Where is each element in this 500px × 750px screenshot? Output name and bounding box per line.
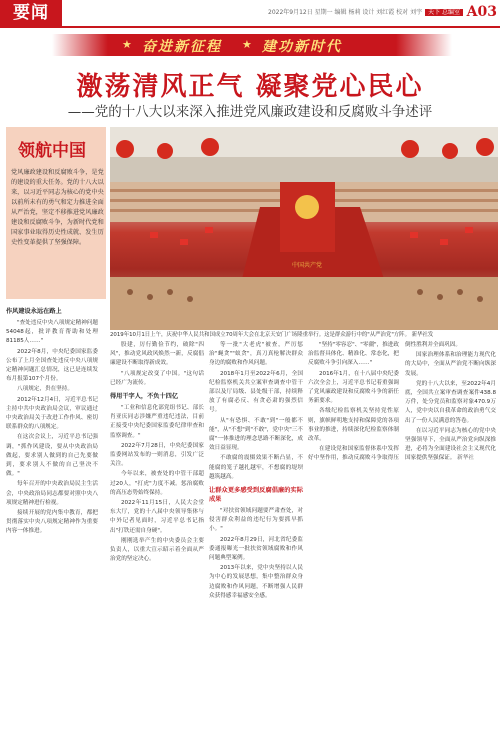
subheadline: ——党的十八大以来深入推进党风廉政建设和反腐败斗争述评 (67, 104, 433, 120)
star-icon: ★ (122, 38, 132, 51)
body-paragraph: "工业和信息化部党组书记、部长肖亚庆同志涉嫌严重违纪违法，目前正接受中央纪委国家监委纪律审查和监察调查。" (110, 405, 204, 439)
body-paragraph: 2016年1月，在十八届中央纪委六次全会上，习近平总书记着重强调了党风廉政建设和反腐败斗争的新任务新要求。 (308, 370, 399, 405)
body-paragraph: 等一批"大老虎"被查，严厉惩治"蝇贪""蚁贪"，真刀真枪解决群众身边的腐败和作风问题。 (209, 342, 303, 367)
body-paragraph: 2018年1月至2022年6月，全国纪检监察机关共立案审查调查中管干部以及厅局级、县处级干部，持续释放了有腐必反、有贪必肃的强烈信号。 (209, 370, 303, 414)
article-column-4 (308, 341, 496, 743)
body-paragraph: 2022年8月29日，河北省纪委监委通报曝光一批扶贫领域腐败和作风问题典型案例。 (209, 536, 303, 562)
body-paragraph: 在这次会议上，习近平总书记强调，"抓作风建设，要从中央政治局做起，要求别人做到的自己先要做到，要求别人不做的自己坚决不做。" (6, 434, 98, 478)
body-paragraph (405, 427, 496, 464)
section-subhead: 得用干字人，不负十四亿 (110, 393, 179, 401)
headline: 激荡清风正气 凝聚党心民心 (76, 72, 424, 102)
closing-paragraph-text: 在以习近平同志为核心的党中央坚强领导下，全面从严治党向纵深推进，必将为全面建设社会主义现代化国家提供坚强保证。 (405, 427, 496, 462)
section-subhead: 让群众更多感受到反腐倡廉的实际成果 (209, 487, 303, 504)
page-header (0, 0, 500, 28)
body-paragraph: 2022年11月15日，人民大会堂东大厅，党的十八届中央领导集体与中外记者见面时，习近平总书记指出"打铁还需自身硬"。 (110, 500, 204, 534)
slogan-right: 建功新时代 (262, 39, 342, 55)
star-icon: ★ (242, 38, 252, 51)
body-paragraph: 2012年12月4日，习近平总书记主持中共中央政治局会议，审议通过中央政治局关于改进工作作风、密切联系群众的八项规定。 (6, 396, 98, 431)
issue-meta (268, 7, 463, 16)
body-paragraph: 各级纪检监察机关坚持党性原则，旗帜鲜明地支持和保障党的各项事业的推进，持续深化纪检监察体制改革。 (308, 408, 399, 443)
page-number: A03 (466, 4, 497, 20)
article-column-2 (110, 341, 204, 743)
body-paragraph: 党的十八大以来，至2022年4月底，全国共立案审查调查案件438.8万件，处分党员和监察对象470.9万人，党中央以自我革命的政治勇气交出了一份人民满意的答卷。 (405, 380, 496, 424)
body-paragraph: 在建设党和国家监督体系中发挥好中坚作用，推动反腐败斗争取得压倒性胜利并全面巩固。 (308, 342, 461, 462)
body-paragraph: 2013年以来，党中央坚持以人民为中心的发展思想，集中整治群众身边腐败和作风问题，不断增强人民群众获得感幸福感安全感。 (209, 565, 303, 599)
article-column-3 (209, 341, 303, 743)
body-paragraph: 八项规定，贵在坚持。 (17, 386, 73, 393)
slogan-left: 奋进新征程 (142, 39, 222, 55)
issue-info: 2022年9月12日 星期一 编辑 杨莉 设计 刘红霞 校对 刘宇 (268, 9, 423, 16)
desk-tag: 天下 总编室 (425, 9, 463, 16)
float-sign: 中国共产党 (291, 262, 323, 269)
body-paragraph: 2022年8月，中央纪委国家监委公布了上月全国查处违反中央八项规定精神问题汇总情况，这已是连续发布月报第107个月份。 (6, 348, 98, 383)
body-paragraph: 接续开展的党内集中教育，都把贯彻落实中央八项规定精神作为重要内容一体推进。 (6, 510, 98, 535)
parade-photo (110, 127, 498, 330)
body-paragraph: "八项规定改变了中国。"这句话已经广为流传。 (110, 370, 204, 386)
body-paragraph: 刚刚选举产生的中央委员会主要负责人，以重大宣示昭示着全面从严治党的坚定决心。 (110, 537, 204, 563)
body-paragraph: 每年召开的中央政治局民主生活会，中央政治局同志都要对照中央八项规定精神进行检视。 (6, 481, 98, 506)
parade-illustration (110, 127, 498, 330)
body-paragraph: 不敢腐的震慑效果不断凸显，不能腐的笼子越扎越牢，不想腐的堤坝越筑越高。 (209, 455, 303, 480)
body-paragraph: "坚持"零容忍"、"零疆"，推进政治监督具体化、精准化、常态化，把反腐败斗争引向深入……" (308, 342, 399, 367)
section-label: 要闻 (0, 0, 62, 26)
article-column-1 (6, 303, 98, 743)
byline: 新华社 (457, 455, 474, 462)
body-paragraph: 从"有恐惧、不敢"到"一般都不能"，从"不想"到"不敢"，党中央"三不腐"一体推进的理念思路不断深化，成效日益显现。 (209, 417, 303, 452)
section-subhead: 作风建设永远在路上 (6, 308, 62, 315)
body-paragraph: "对扶贫领域问题要严肃查处，对侵害群众利益的违纪行为要抓早抓小。" (209, 508, 303, 533)
body-paragraph: "查处违反中央八项规定精神问题54048起，批评教育帮助和处理81185人……" (6, 320, 98, 345)
lead-paragraph: 党风廉政建设和反腐败斗争，是党的建设的重大任务。党的十八大以来，以习近平同志为核心的党中央以前所未有的勇气和定力推进全面从严治党，坚定不移推进党风廉政建设和反腐败斗争，为新时代党和国家事业取得历史性成就、发生历史性变革提供了坚强保障。 (11, 169, 104, 246)
body-paragraph: 股建，厉行勤俭节约，破除"四风"，推动党风政风焕然一新，反腐倡廉建设不断取得新成效。 (110, 342, 204, 367)
body-paragraph: 国家治理体系和治理能力现代化的大局中，全面从严治党不断向纵深发展。 (405, 352, 496, 377)
photo-caption: 2019年10月1日上午，庆祝中华人民共和国成立70周年大会在北京天安门广场隆重举行。这是群众游行中的"从严治党"方阵。 新华社发 (110, 332, 434, 338)
body-paragraph: 今年以来，被查处的中管干部超过20人，"打虎"力度不减。惩治腐败的高压态势始终保持。 (110, 471, 204, 496)
slogan-banner (52, 34, 452, 56)
column-logo-title: 领航中国 (18, 141, 86, 161)
body-paragraph: 2022年7月28日，中央纪委国家监委网站发布的一则消息，引发广泛关注。 (110, 442, 204, 468)
